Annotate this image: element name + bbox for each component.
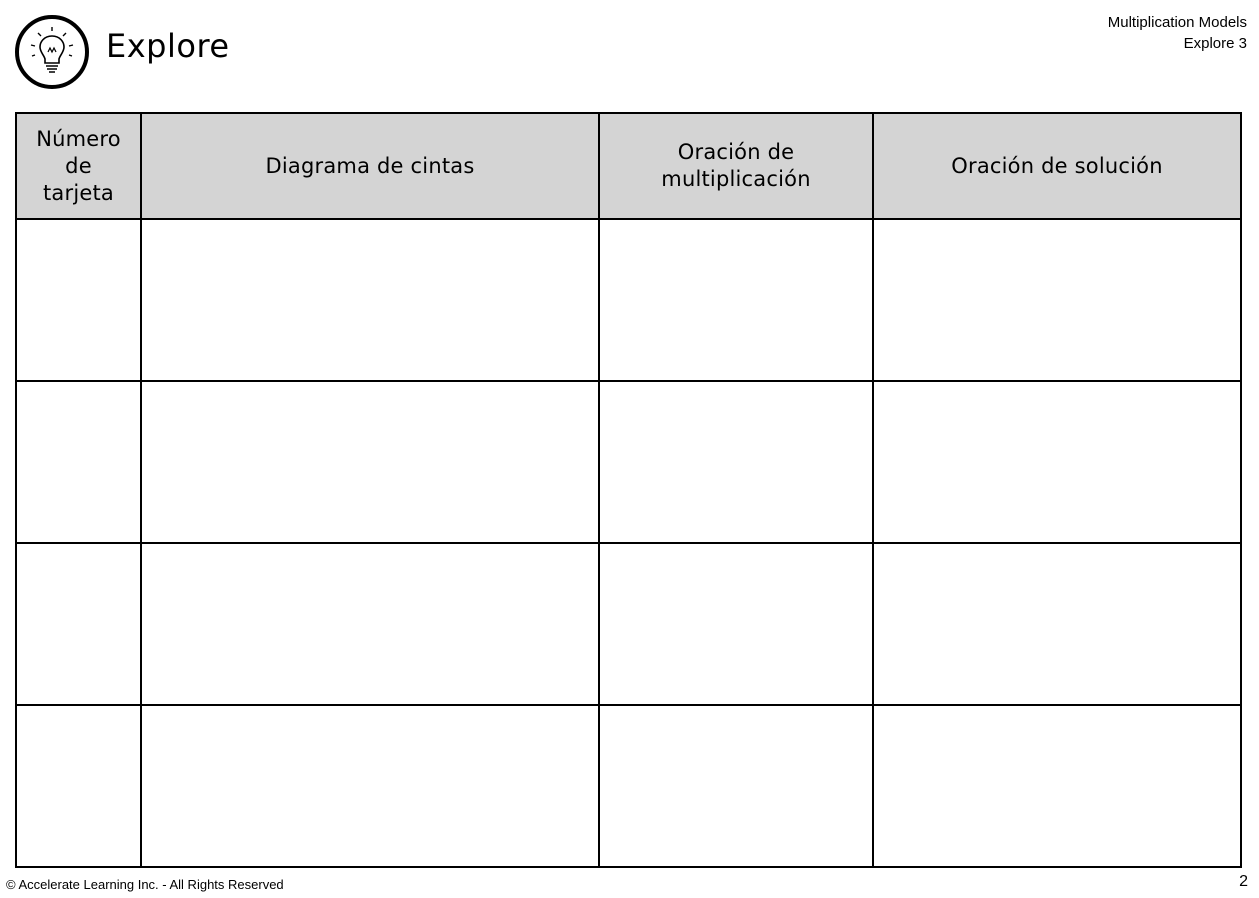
section-title: Explore [106, 27, 230, 65]
solution-sentence-cell[interactable] [873, 219, 1241, 381]
multiplication-sentence-cell[interactable] [599, 219, 873, 381]
tape-diagram-cell[interactable] [141, 705, 599, 867]
solution-sentence-cell[interactable] [873, 543, 1241, 705]
solution-sentence-cell[interactable] [873, 705, 1241, 867]
worksheet-table [15, 112, 1242, 868]
document-subtitle: Explore 3 [1183, 35, 1247, 52]
card-number-cell[interactable] [16, 219, 141, 381]
worksheet-table-container [15, 112, 1242, 868]
multiplication-sentence-cell[interactable] [599, 705, 873, 867]
table-row [16, 543, 1241, 705]
table-row [16, 705, 1241, 867]
table-row [16, 381, 1241, 543]
column-header-card-number: Número de tarjeta [16, 113, 141, 219]
multiplication-sentence-cell[interactable] [599, 381, 873, 543]
document-title: Multiplication Models [1107, 14, 1247, 31]
card-number-cell[interactable] [16, 705, 141, 867]
document-info [1108, 12, 1247, 54]
column-header-multiplication-sentence: Oración de multiplicación [599, 113, 873, 219]
card-number-cell[interactable] [16, 381, 141, 543]
column-header-tape-diagram: Diagrama de cintas [141, 113, 599, 219]
lightbulb-icon [14, 14, 92, 92]
page-number: 2 [1239, 873, 1248, 890]
tape-diagram-cell[interactable] [141, 381, 599, 543]
card-number-cell[interactable] [16, 543, 141, 705]
table-row [16, 219, 1241, 381]
copyright-notice: © Accelerate Learning Inc. - All Rights Reserved [6, 877, 284, 892]
solution-sentence-cell[interactable] [873, 381, 1241, 543]
tape-diagram-cell[interactable] [141, 219, 599, 381]
table-header-row [16, 113, 1241, 219]
tape-diagram-cell[interactable] [141, 543, 599, 705]
lightbulb-logo [14, 14, 92, 92]
column-header-solution-sentence: Oración de solución [873, 113, 1241, 219]
multiplication-sentence-cell[interactable] [599, 543, 873, 705]
